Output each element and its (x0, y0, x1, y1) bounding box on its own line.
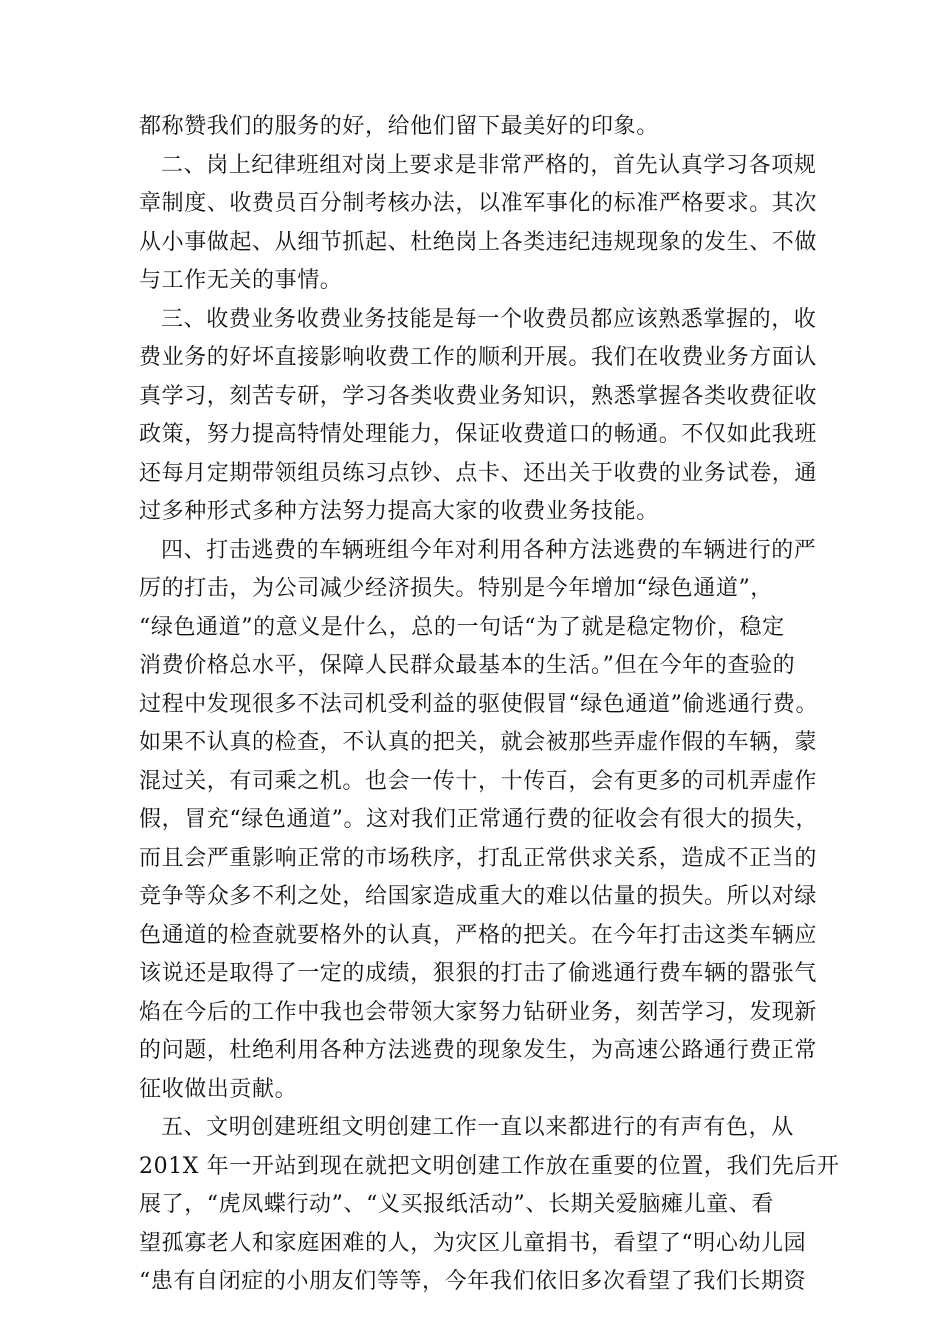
text-line: 四、打击逃费的车辆班组今年对利用各种方法逃费的车辆进行的严 (161, 537, 817, 563)
text-line: 而且会严重影响正常的市场秩序，打乱正常供求关系，造成不正当的 (139, 845, 818, 871)
text-line: 混过关，有司乘之机。也会一传十，十传百，会有更多的司机弄虚作 (139, 768, 818, 794)
text-line: “绿色通道”的意义是什么，总的一句话“为了就是稳定物价，稳定 (139, 614, 785, 640)
text-line: 色通道的检查就要格外的认真，严格的把关。在今年打击这类车辆应 (139, 922, 818, 948)
text-line: 三、收费业务收费业务技能是每一个收费员都应该熟悉掌握的，收 (161, 306, 817, 332)
text-line: 展了，“虎凤蝶行动”、“义买报纸活动”、长期关爱脑瘫儿童、看 (139, 1192, 774, 1217)
document-page (139, 108, 840, 1302)
text-line: 征收做出贡献。 (139, 1076, 298, 1102)
paragraph-closing-fragment (139, 108, 829, 147)
text-line: 望孤寡老人和家庭困难的人，为灾区儿童捐书，看望了“明心幼儿园 (139, 1230, 807, 1256)
text-line: 费业务的好坏直接影响收费工作的顺利开展。我们在收费业务方面认 (139, 345, 818, 370)
text-line: 过多种形式多种方法努力提高大家的收费业务技能。 (139, 499, 659, 524)
text-line: 政策，努力提高特情处理能力，保证收费道口的畅通。不仅如此我班 (139, 422, 818, 447)
paragraph-discipline (139, 147, 829, 301)
text-line: 二、岗上纪律班组对岗上要求是非常严格的，首先认真学习各项规 (161, 152, 817, 178)
text-line: 焰在今后的工作中我也会带领大家努力钻研业务，刻苦学习，发现新 (139, 999, 818, 1025)
text-line: 消费价格总水平，保障人民群众最基本的生活。”但在今年的查验的 (139, 653, 796, 678)
text-line: 从小事做起、从细节抓起、杜绝岗上各类违纪违规现象的发生、不做 (139, 229, 818, 255)
text-line: 都称赞我们的服务的好，给他们留下最美好的印象。 (139, 114, 659, 139)
text-line: 201X 年一开站到现在就把文明创建工作放在重要的位置，我们先后开 (139, 1153, 840, 1179)
text-line: 真学习，刻苦专研，学习各类收费业务知识，熟悉掌握各类收费征收 (139, 383, 818, 409)
text-line: 厉的打击，为公司减少经济损失。特别是今年增加“绿色通道”， (139, 576, 773, 601)
text-line: 假，冒充“绿色通道”。这对我们正常通行费的征收会有很大的损失， (139, 807, 819, 832)
text-line: 与工作无关的事情。 (139, 268, 343, 293)
text-line: 的问题，杜绝利用各种方法逃费的现象发生，为高速公路通行费正常 (139, 1038, 818, 1063)
text-line: 竞争等众多不利之处，给国家造成重大的难以估量的损失。所以对绿 (139, 884, 818, 909)
text-line: 五、文明创建班组文明创建工作一直以来都进行的有声有色，从 (161, 1115, 794, 1140)
paragraph-fee-evasion (139, 532, 829, 1110)
text-line: 该说还是取得了一定的成绩，狠狠的打击了偷逃通行费车辆的嚣张气 (139, 961, 818, 986)
text-line: 过程中发现很多不法司机受利益的驱使假冒“绿色通道”偷逃通行费。 (139, 691, 819, 717)
text-line: “患有自闭症的小朋友们等等，今年我们依旧多次看望了我们长期资 (139, 1269, 807, 1294)
text-line: 如果不认真的检查，不认真的把关，就会被那些弄虚作假的车辆，蒙 (139, 730, 818, 755)
text-line: 还每月定期带领组员练习点钞、点卡、还出关于收费的业务试卷，通 (139, 460, 818, 486)
text-line: 章制度、收费员百分制考核办法，以准军事化的标准严格要求。其次 (139, 191, 818, 216)
paragraph-toll-skills (139, 301, 829, 532)
paragraph-civilization (139, 1109, 840, 1302)
